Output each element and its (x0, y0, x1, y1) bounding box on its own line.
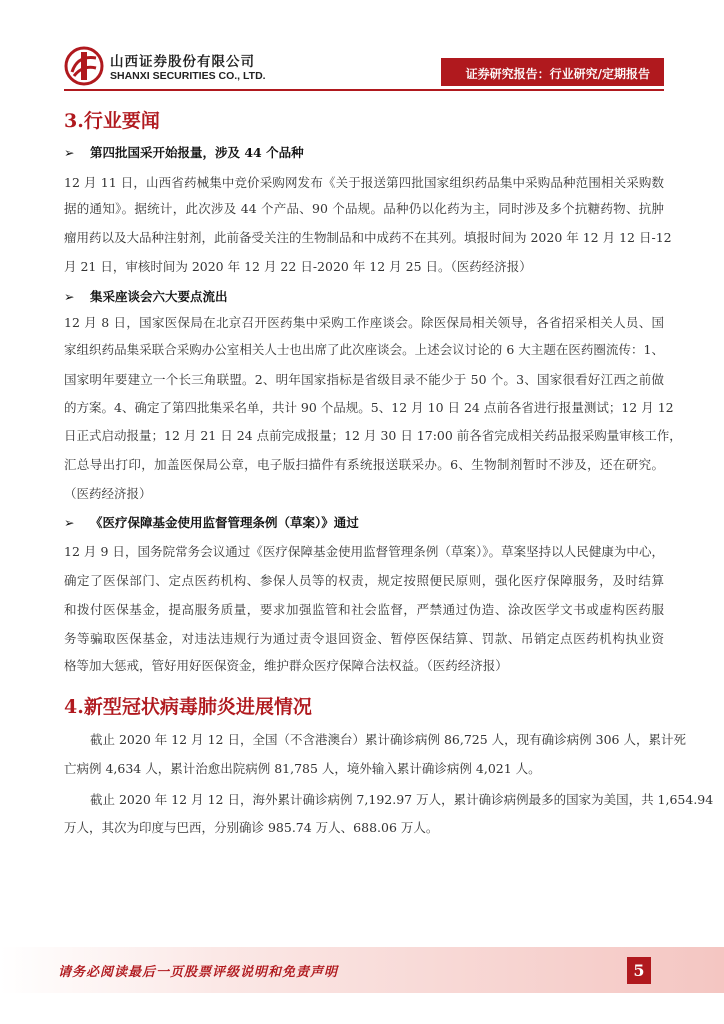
paragraph-line: 确定了医保部门、定点医药机构、参保人员等的权责，规定按照便民原则，强化医疗保障服务，及时结算 (64, 573, 664, 588)
paragraph-line: 家组织药品集采联合采购办公室相关人士也出席了此次座谈会。上述会议讨论的 6 大主题在医药圈流传：1、 (64, 342, 664, 357)
arrow-bullet-icon: ➢ (64, 145, 75, 160)
paragraph-line: 务等骗取医保基金，对违法违规行为通过责令退回资金、暂停医保结算、罚款、吊销定点医药机构执业资 (64, 631, 664, 646)
paragraph-line: 的方案。4、确定了第四批集采名单，共计 90 个品规。5、12 月 10 日 24 点前各省进行报量测试；12 月 12 (64, 400, 674, 415)
paragraph-line: 月 21 日，审核时间为 2020 年 12 月 22 日-2020 年 12 月 25 日。（医药经济报） (64, 259, 532, 274)
header-divider (64, 89, 664, 91)
page-number-box (627, 957, 651, 984)
news-1-heading: ➢ 第四批国采开始报量，涉及 44 个品种 (64, 145, 304, 160)
arrow-bullet-icon: ➢ (64, 289, 75, 304)
paragraph-line: 据的通知》。据统计，此次涉及 44 个产品、90 个品规。品种仍以化药为主，同时涉及多个抗糖药物、抗肿 (64, 201, 664, 216)
paragraph-line: 12 月 11 日，山西省药械集中竞价采购网发布《关于报送第四批国家组织药品集中采购品种范围相关采购数 (64, 175, 664, 190)
company-name-en: SHANXI SECURITIES CO., LTD. (110, 70, 266, 82)
paragraph-line: （医药经济报） (64, 486, 152, 501)
paragraph-line: 截止 2020 年 12 月 12 日，海外累计确诊病例 7,192.97 万人，累计确诊病例最多的国家为美国，共 1,654.94 (90, 792, 714, 807)
footer-band (0, 947, 724, 993)
disclaimer-notice: 请务必阅读最后一页股票评级说明和免责声明 (58, 965, 339, 980)
section-4-title: 4.新型冠状病毒肺炎进展情况 (64, 696, 312, 718)
paragraph-line: 国家明年要建立一个长三角联盟。2、明年国家指标是省级目录不能少于 50 个。3、国家很看好江西之前做 (64, 372, 664, 387)
paragraph-line: 和拨付医保基金，提高服务质量，要求加强监管和社会监督，严禁通过伪造、涂改医学文书或虚构医药服 (64, 602, 664, 617)
page-number: 5 (633, 961, 645, 980)
news-3-heading: ➢ 《医疗保障基金使用监督管理条例（草案）》通过 (64, 515, 359, 530)
paragraph-line: 亡病例 4,634 人，累计治愈出院病例 81,785 人，境外输入累计确诊病例 4,021 人。 (64, 761, 541, 776)
paragraph-line: 格等加大惩戒，管好用好医保资金，维护群众医疗保障合法权益。（医药经济报） (64, 658, 508, 673)
paragraph-line: 12 月 9 日，国务院常务会议通过《医疗保障基金使用监督管理条例（草案）》。草案坚持以人民健康为中心， (64, 544, 664, 559)
arrow-bullet-icon: ➢ (64, 515, 75, 530)
report-type-label: 证券研究报告：行业研究/定期报告 (465, 67, 650, 81)
section-3-title: 3.行业要闻 (64, 110, 160, 132)
paragraph-line: 万人，其次为印度与巴西，分别确诊 985.74 万人、688.06 万人。 (64, 820, 439, 835)
paragraph-line: 日正式启动报量；12 月 21 日 24 点前完成报量；12 月 30 日 17:00 前各省完成相关药品报采购量审核工作， (64, 428, 682, 443)
news-2-heading: ➢ 集采座谈会六大要点流出 (64, 289, 228, 304)
paragraph-line: 汇总导出打印，加盖医保局公章，电子版扫描件有系统报送联采办。6、生物制剂暂时不涉及，还在研究。 (64, 457, 664, 472)
paragraph-line: 12 月 8 日，国家医保局在北京召开医药集中采购工作座谈会。除医保局相关领导，各省招采相关人员、国 (64, 315, 664, 330)
company-logo-icon (64, 46, 104, 86)
paragraph-line: 瘤用药以及大品种注射剂，此前备受关注的生物制品和中成药不在其列。填报时间为 2020 年 12 月 12 日-12 (64, 230, 672, 245)
report-type-band (441, 58, 664, 86)
company-name-cn: 山西证券股份有限公司 (110, 54, 255, 70)
paragraph-line: 截止 2020 年 12 月 12 日，全国（不含港澳台）累计确诊病例 86,725 人，现有确诊病例 306 人，累计死 (90, 732, 686, 747)
